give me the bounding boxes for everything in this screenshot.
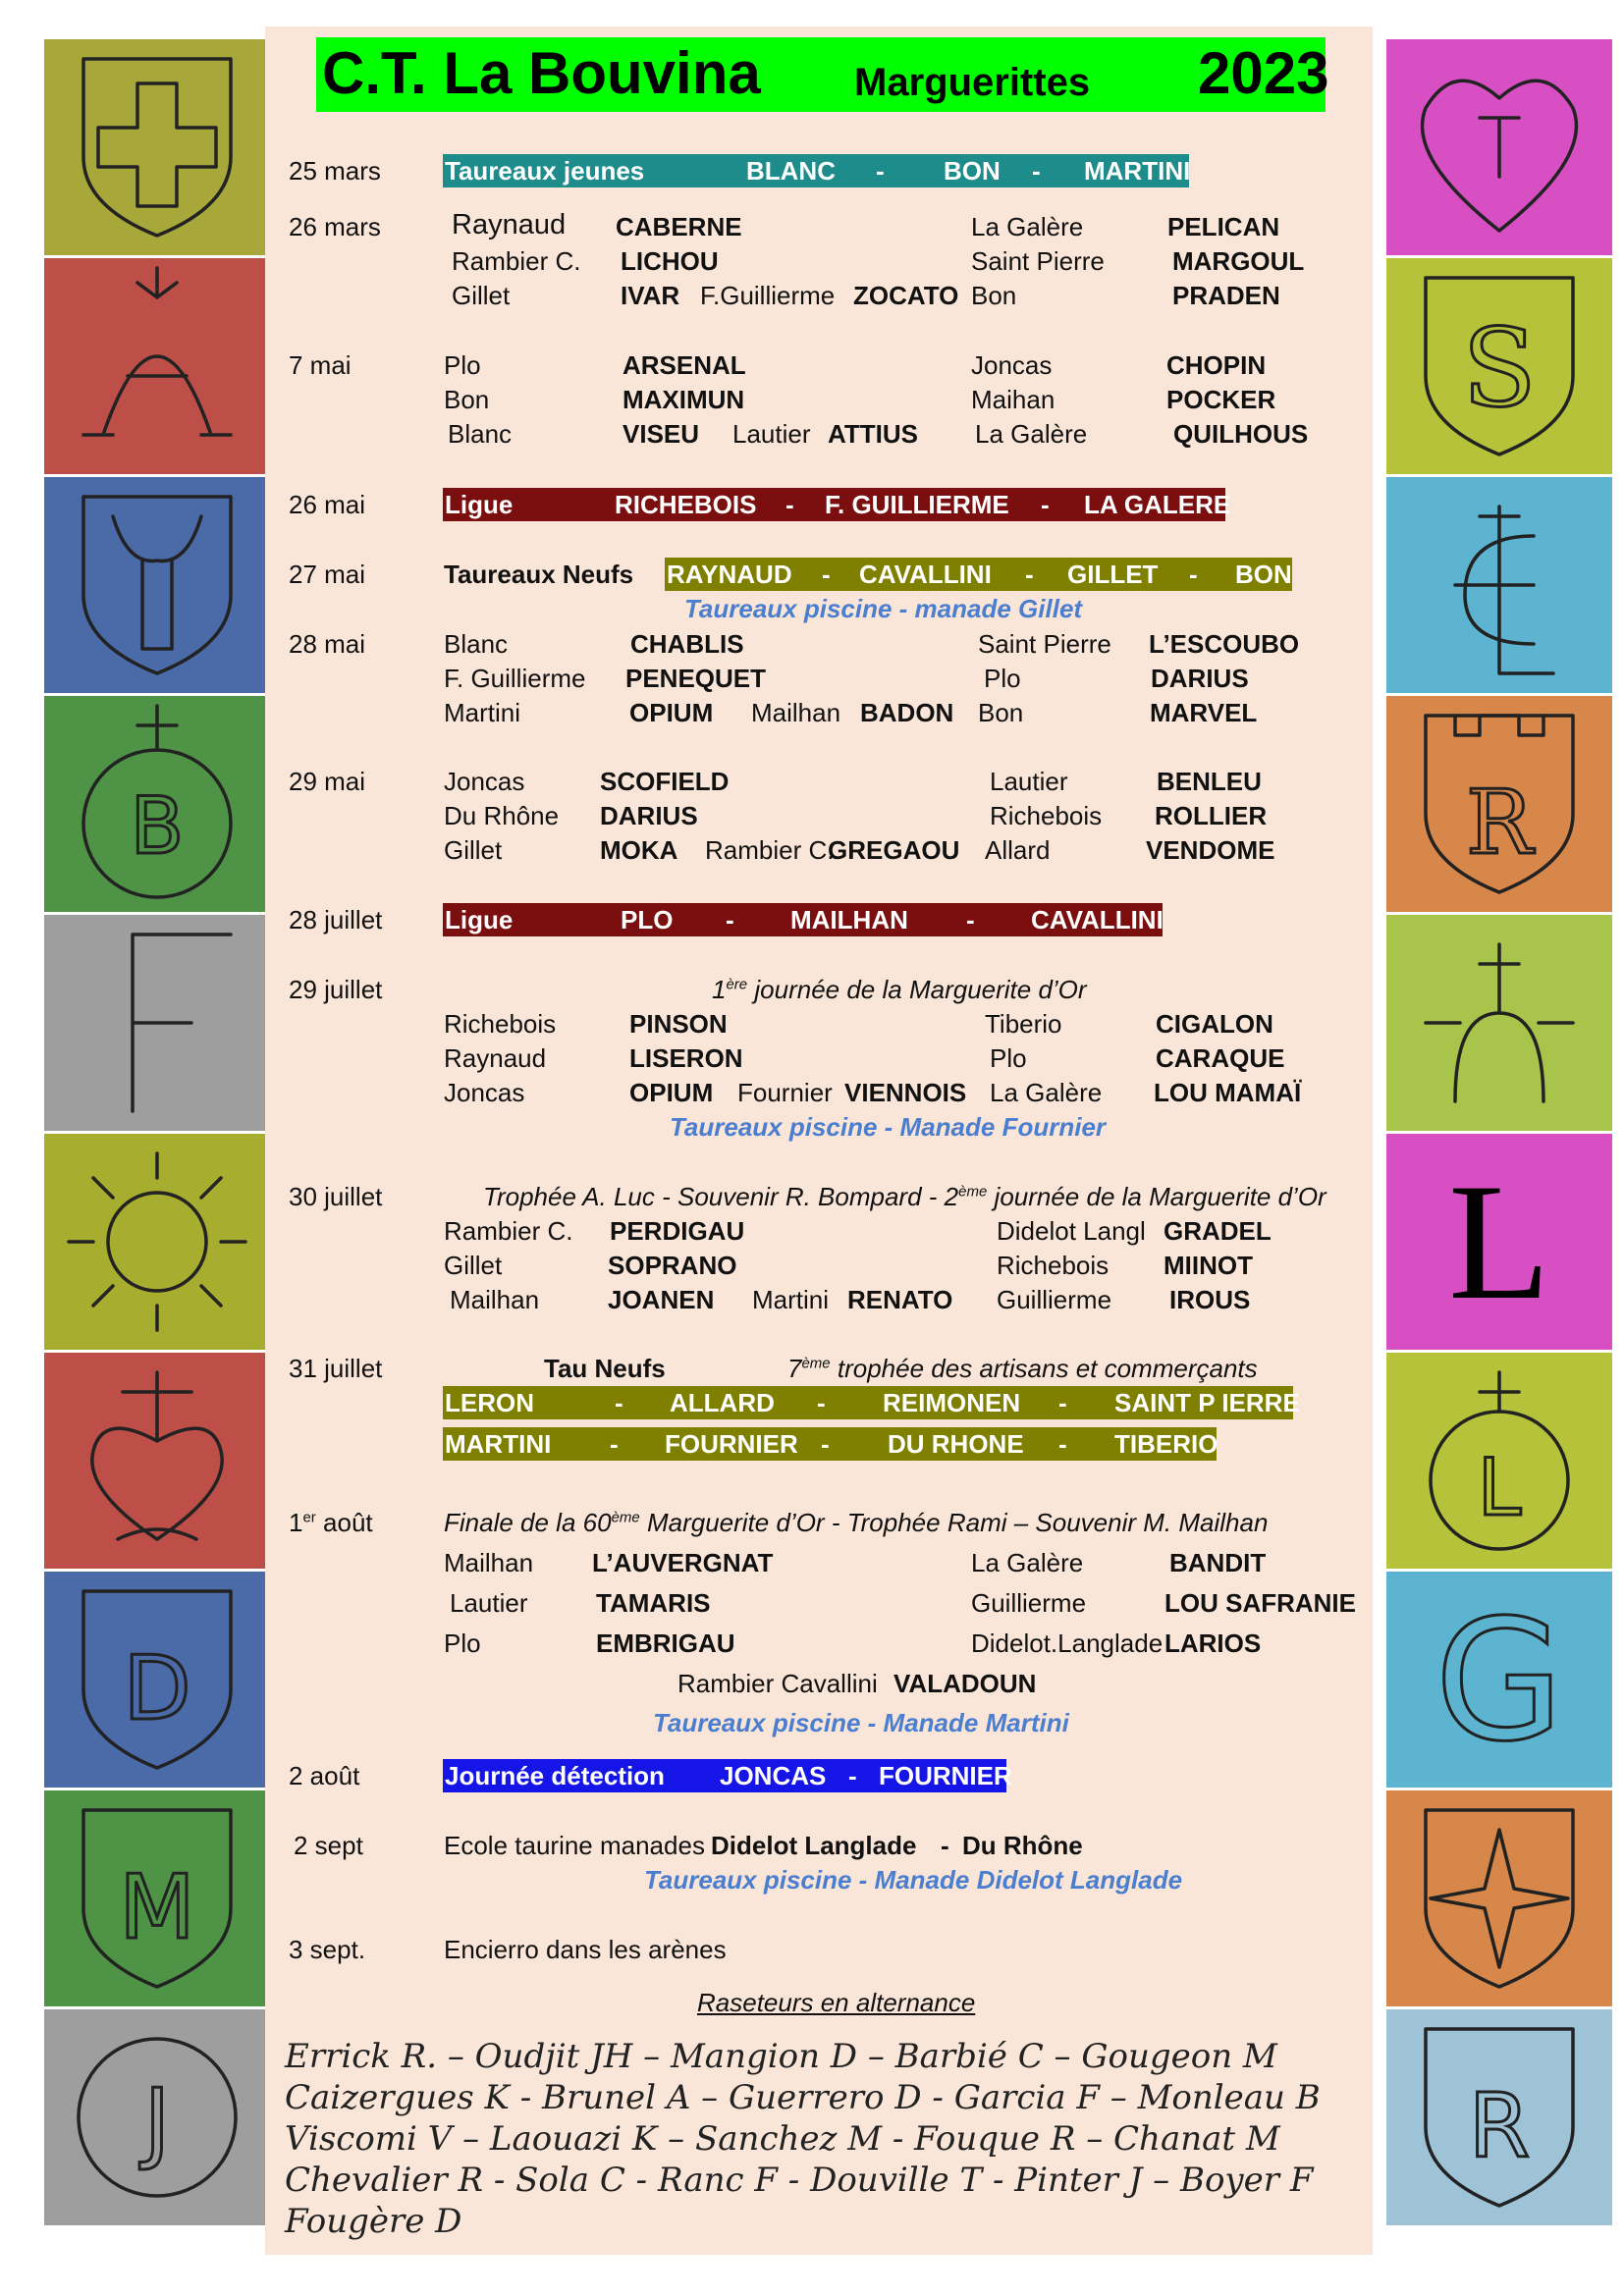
sun-icon	[44, 1134, 270, 1350]
event-date: 3 sept.	[289, 1935, 366, 1964]
manade-name: La Galère	[990, 1078, 1103, 1107]
manade-name: Fournier	[737, 1078, 833, 1107]
bull-name: L’AUVERGNAT	[592, 1548, 774, 1577]
manade-name: Mailhan	[450, 1285, 540, 1314]
bull-name: MAXIMUN	[623, 385, 745, 414]
trophy-number: 7	[787, 1354, 802, 1383]
bar-manade: BON	[1235, 560, 1292, 589]
manade-name: Plo	[444, 350, 481, 380]
J-circle-icon	[44, 2009, 270, 2225]
manade-name: Mailhan	[751, 698, 841, 727]
bull-name: PELICAN	[1167, 212, 1280, 241]
bar-sep: -	[1058, 1388, 1067, 1417]
manade-name: Gillet	[444, 835, 503, 865]
bull-name: OPIUM	[629, 1078, 714, 1107]
manade-name: Bon	[444, 385, 490, 414]
manade-name: Saint Pierre	[978, 629, 1111, 659]
left-brand-tile	[44, 915, 270, 1131]
manade-name: Lautier	[732, 419, 811, 449]
date-month: août	[315, 1508, 373, 1537]
R-tower-shield-icon	[1386, 696, 1612, 912]
bull-name: IROUS	[1169, 1285, 1251, 1314]
title-bar	[316, 37, 1329, 112]
bar-sep: -	[726, 905, 734, 934]
bar-manade: CAVALLINI	[1031, 905, 1164, 934]
manade-name: Du Rhône	[444, 801, 560, 830]
event-bar-ligue	[443, 903, 1163, 936]
bar-sep: -	[966, 905, 975, 934]
bull-name: MOKA	[600, 835, 678, 865]
event-date: 28 juillet	[289, 905, 383, 934]
bull-name: BENLEU	[1157, 767, 1262, 796]
manade-name: Gillet	[444, 1251, 503, 1280]
manade-name: Martini	[752, 1285, 830, 1314]
event-label: Taureaux Neufs	[444, 560, 634, 589]
bar-manade: GILLET	[1067, 560, 1159, 589]
event-bar-detection	[443, 1759, 1012, 1792]
event-heading	[712, 974, 1087, 1005]
right-brand-tile	[1386, 477, 1612, 693]
svg-text:R: R	[1466, 772, 1533, 875]
bar-manade: MAILHAN	[790, 905, 908, 934]
bar-label: Taureaux jeunes	[445, 156, 645, 186]
right-brand-tile	[1386, 696, 1612, 912]
bar-sep: -	[822, 560, 831, 589]
bull-name: LOU SAFRANIE	[1164, 1588, 1356, 1618]
bar-label: Ligue	[445, 905, 514, 934]
event-date: 28 mai	[289, 629, 366, 659]
left-brand-tile	[44, 39, 270, 255]
bull-name: ZOCATO	[853, 281, 959, 310]
B-circle-icon	[44, 696, 270, 912]
bull-name: CIGALON	[1156, 1009, 1273, 1039]
left-brand-tile	[44, 477, 270, 693]
manade-name: La Galère	[971, 212, 1084, 241]
bar-manade: F. GUILLIERME	[825, 490, 1009, 519]
right-brand-tile	[1386, 39, 1612, 255]
manade-name: Rambier C.	[705, 835, 835, 865]
right-brand-tile	[1386, 1790, 1612, 2006]
bull-name: MIINOT	[1164, 1251, 1253, 1280]
left-brand-tile	[44, 1353, 270, 1569]
bull-name: JOANEN	[608, 1285, 715, 1314]
season-year: 2023	[1198, 40, 1329, 106]
manade-name: La Galère	[975, 419, 1088, 449]
bar-manade: JONCAS	[720, 1761, 827, 1790]
left-brand-tile	[44, 1790, 270, 2006]
bull-name: LARIOS	[1164, 1629, 1262, 1658]
manade-name: Richebois	[444, 1009, 557, 1039]
bull-name: L’ESCOUBO	[1149, 629, 1300, 659]
piscine-note: Taureaux piscine - Manade Martini	[653, 1708, 1069, 1737]
heading-text: Trophée A. Luc - Souvenir R. Bompard - 2	[483, 1182, 959, 1211]
event-date: 26 mars	[289, 212, 381, 241]
bar-manade: LA GALERE	[1084, 490, 1231, 519]
bull-name: TAMARIS	[596, 1588, 711, 1618]
bull-name: PERDIGAU	[610, 1216, 745, 1246]
bull-name: QUILHOUS	[1173, 419, 1309, 449]
bar-manade: CAVALLINI	[859, 560, 992, 589]
right-brand-tile	[1386, 1353, 1612, 1569]
manade-name: Lautier	[450, 1588, 528, 1618]
svg-text:L: L	[1477, 1442, 1522, 1533]
manade-name: Joncas	[444, 767, 525, 796]
bar-manade: PLO	[621, 905, 674, 934]
manade-name: Rambier C.	[452, 246, 581, 276]
bull-name: GREGAOU	[828, 835, 960, 865]
bull-name: IVAR	[621, 281, 680, 310]
bar-sep: -	[1025, 560, 1034, 589]
bar-manade: BON	[944, 156, 1001, 186]
manade-name: Plo	[984, 664, 1021, 693]
svg-text:M: M	[119, 1856, 195, 1959]
bar-manade: REIMONEN	[883, 1388, 1021, 1417]
LE-symbol-icon	[1386, 477, 1612, 693]
separator: -	[941, 1831, 949, 1860]
manade-name: Du Rhône	[962, 1831, 1083, 1860]
event-bar-tau-neufs	[443, 1386, 1300, 1419]
S-shield-icon	[1386, 258, 1612, 474]
left-brand-tile	[44, 2009, 270, 2225]
manade-name: Blanc	[448, 419, 513, 449]
raseteurs-line: Viscomi V – Laouazi K – Sanchez M - Fouque R – Chanat M	[285, 2119, 1280, 2159]
manade-name: Mailhan	[444, 1548, 534, 1577]
bar-sep: -	[615, 1388, 623, 1417]
manade-name: Bon	[978, 698, 1024, 727]
event-date: 29 mai	[289, 767, 366, 796]
left-brand-tile	[44, 1134, 270, 1350]
manade-name: Blanc	[444, 629, 509, 659]
manade-name: Allard	[985, 835, 1051, 865]
bar-sep: -	[1058, 1429, 1067, 1459]
heading-text: trophée des artisans et commerçants	[830, 1354, 1258, 1383]
bar-manade: DU RHONE	[888, 1429, 1024, 1459]
bull-name: PINSON	[629, 1009, 728, 1039]
manade-name: Raynaud	[444, 1043, 547, 1073]
bull-name: ATTIUS	[828, 419, 918, 449]
R-shield-icon	[1386, 2009, 1612, 2225]
manade-name: Joncas	[971, 350, 1053, 380]
manade-name: Guillierme	[997, 1285, 1112, 1314]
bar-sep: -	[876, 156, 885, 186]
manade-name: Raynaud	[452, 209, 567, 240]
A-symbol-icon	[44, 258, 270, 474]
day-number: 1	[712, 975, 727, 1004]
left-brand-tile	[44, 258, 270, 474]
bull-name: SCOFIELD	[600, 767, 730, 796]
manade-name: Didelot Langlade	[711, 1831, 917, 1860]
bull-name: CARAQUE	[1156, 1043, 1285, 1073]
bar-label: Journée détection	[445, 1761, 665, 1790]
manade-name: Richebois	[990, 801, 1103, 830]
bar-manade: LERON	[445, 1388, 534, 1417]
manade-name: Rambier C.	[444, 1216, 573, 1246]
manade-name: Saint Pierre	[971, 246, 1105, 276]
manade-name: Guillierme	[971, 1588, 1087, 1618]
event-date: 29 juillet	[289, 975, 383, 1004]
raseteurs-line: Chevalier R - Sola C - Ranc F - Douville T - Pinter J – Boyer F	[285, 2161, 1314, 2200]
bull-name: CHOPIN	[1166, 350, 1267, 380]
bar-manade: FOURNIER	[665, 1429, 798, 1459]
bull-name: BADON	[860, 698, 954, 727]
manade-name: Plo	[444, 1629, 481, 1658]
svg-text:B: B	[130, 780, 185, 872]
event-heading	[787, 1353, 1258, 1384]
bull-name: VALADOUN	[893, 1669, 1037, 1698]
event-date: 2 sept	[294, 1831, 363, 1860]
event-date: 27 mai	[289, 560, 366, 589]
event-text: Encierro dans les arènes	[444, 1935, 727, 1964]
event-label: Tau Neufs	[544, 1354, 666, 1383]
bull-name: PENEQUET	[625, 664, 767, 693]
bull-name: EMBRIGAU	[596, 1629, 735, 1658]
bar-manade: RICHEBOIS	[615, 490, 757, 519]
manade-name: Bon	[971, 281, 1017, 310]
club-name: C.T. La Bouvina	[322, 40, 761, 106]
manade-name: Plo	[990, 1043, 1027, 1073]
bar-sep: -	[1189, 560, 1198, 589]
L-letter-icon: L	[1448, 1149, 1550, 1334]
bull-name: ARSENAL	[623, 350, 746, 380]
event-date: 25 mars	[289, 156, 381, 186]
heading-text: Marguerite d’Or - Trophée Rami – Souvenir M. Mailhan	[639, 1508, 1269, 1537]
bar-sep: -	[1041, 490, 1050, 519]
manade-name: Maihan	[971, 385, 1056, 414]
ordinal-suffix: ème	[801, 1355, 831, 1372]
raseteurs-heading: Raseteurs en alternance	[697, 1988, 976, 2017]
event-heading	[483, 1181, 1326, 1212]
manade-name: Didelot.Langlade	[971, 1629, 1164, 1658]
bull-shield-icon	[44, 477, 270, 693]
piscine-note: Taureaux piscine - Manade Fournier	[670, 1112, 1107, 1142]
manade-name: Lautier	[990, 767, 1068, 796]
event-date: 26 mai	[289, 490, 366, 519]
bull-name: PRADEN	[1172, 281, 1280, 310]
M-shield-icon	[44, 1790, 270, 2006]
ordinal-suffix: er	[302, 1509, 316, 1526]
manade-name: F.Guillierme	[700, 281, 836, 310]
bull-name: MARVEL	[1150, 698, 1258, 727]
bar-manade: RAYNAUD	[667, 560, 792, 589]
bar-manade: MARTINI	[1084, 156, 1191, 186]
raseteurs-line: Errick R. – Oudjit JH – Mangion D – Barbié C – Gougeon M	[285, 2037, 1277, 2076]
svg-text:R: R	[1468, 2075, 1531, 2178]
bull-name: CHABLIS	[630, 629, 744, 659]
manade-name: Gillet	[452, 281, 511, 310]
bull-name: VISEU	[623, 419, 700, 449]
event-date: 30 juillet	[289, 1182, 383, 1211]
bull-name: DARIUS	[1151, 664, 1249, 693]
bull-name: RENATO	[847, 1285, 953, 1314]
manade-name: F. Guillierme	[444, 664, 586, 693]
svg-text:G: G	[1435, 1584, 1564, 1779]
bull-name: LOU MAMAÏ	[1154, 1078, 1302, 1107]
heading-text: Finale de la 60	[444, 1508, 612, 1537]
piscine-note: Taureaux piscine - Manade Didelot Langlade	[644, 1865, 1183, 1895]
camargue-heart-icon	[44, 1353, 270, 1569]
F-letter-icon	[44, 915, 270, 1131]
ordinal-suffix: ème	[611, 1509, 640, 1526]
left-brand-tile	[44, 696, 270, 912]
right-brand-tile	[1386, 2009, 1612, 2225]
svg-text:J: J	[143, 2070, 171, 2173]
svg-text:S: S	[1462, 305, 1537, 431]
bar-manade: BLANC	[746, 156, 836, 186]
bull-name: OPIUM	[629, 698, 714, 727]
bull-name: VIENNOIS	[844, 1078, 967, 1107]
event-bar-tau-neufs	[443, 1427, 1217, 1461]
bull-name: POCKER	[1166, 385, 1276, 414]
bull-name: LISERON	[629, 1043, 743, 1073]
right-brand-tile	[1386, 915, 1612, 1131]
bull-name: CABERNE	[616, 212, 742, 241]
bull-name: ROLLIER	[1155, 801, 1268, 830]
event-heading	[444, 1507, 1268, 1538]
bar-manade: MARTINI	[445, 1429, 552, 1459]
manade-name: Martini	[444, 698, 521, 727]
manade-name: Richebois	[997, 1251, 1110, 1280]
right-brand-tile	[1386, 258, 1612, 474]
date-day: 1	[289, 1508, 303, 1537]
manade-name: Tiberio	[985, 1009, 1062, 1039]
svg-text:D: D	[123, 1637, 191, 1740]
horseshoe-cross-icon	[1386, 915, 1612, 1131]
event-date	[289, 1507, 373, 1538]
bar-sep: -	[821, 1429, 830, 1459]
bar-manade: ALLARD	[670, 1388, 775, 1417]
raseteurs-line: Fougère D	[285, 2202, 462, 2241]
D-shield-icon	[44, 1572, 270, 1788]
bar-sep: -	[848, 1761, 857, 1790]
bull-name: BANDIT	[1169, 1548, 1267, 1577]
manade-name: Joncas	[444, 1078, 525, 1107]
cross-shield-icon	[44, 39, 270, 255]
heading-text: journée de la Marguerite d’Or	[754, 975, 1087, 1004]
L-circle-icon	[1386, 1353, 1612, 1569]
ordinal-suffix: ème	[958, 1183, 988, 1201]
manade-name: La Galère	[971, 1548, 1084, 1577]
left-brand-tile	[44, 1572, 270, 1788]
bar-manade: FOURNIER	[879, 1761, 1012, 1790]
bar-sep: -	[817, 1388, 826, 1417]
manade-name: Didelot Langl	[997, 1216, 1146, 1246]
bull-name: DARIUS	[600, 801, 698, 830]
bull-name: SOPRANO	[608, 1251, 737, 1280]
bull-name: MARGOUL	[1172, 246, 1305, 276]
event-date: 7 mai	[289, 350, 352, 380]
event-text: Ecole taurine manades	[444, 1831, 705, 1860]
T-heart-icon	[1386, 39, 1612, 255]
piscine-note: Taureaux piscine - manade Gillet	[684, 594, 1083, 623]
raseteurs-line: Caizergues K - Brunel A – Guerrero D - Garcia F – Monleau B	[285, 2078, 1321, 2117]
G-letter-icon	[1386, 1572, 1612, 1788]
heading-text: journée de la Marguerite d’Or	[987, 1182, 1326, 1211]
bull-name: GRADEL	[1164, 1216, 1272, 1246]
town-name: Marguerittes	[854, 61, 1091, 104]
event-bar-taureaux-neufs	[665, 558, 1292, 591]
bar-sep: -	[610, 1429, 619, 1459]
bull-name: VENDOME	[1146, 835, 1275, 865]
ordinal-suffix: ère	[726, 976, 748, 993]
bar-manade: SAINT P IERRE	[1114, 1388, 1300, 1417]
bar-label: Ligue	[445, 490, 514, 519]
bar-sep: -	[785, 490, 794, 519]
event-bar-ligue	[443, 488, 1231, 521]
bar-manade: TIBERIO	[1114, 1429, 1218, 1459]
right-brand-tile	[1386, 1572, 1612, 1788]
event-date: 2 août	[289, 1761, 360, 1790]
star-shield-icon	[1386, 1790, 1612, 2006]
manade-name: Rambier Cavallini	[677, 1669, 878, 1698]
event-date: 31 juillet	[289, 1354, 383, 1383]
bull-name: LICHOU	[621, 246, 719, 276]
event-bar-taureaux-jeunes	[443, 154, 1189, 187]
right-brand-tile	[1386, 1134, 1612, 1350]
bar-sep: -	[1032, 156, 1041, 186]
